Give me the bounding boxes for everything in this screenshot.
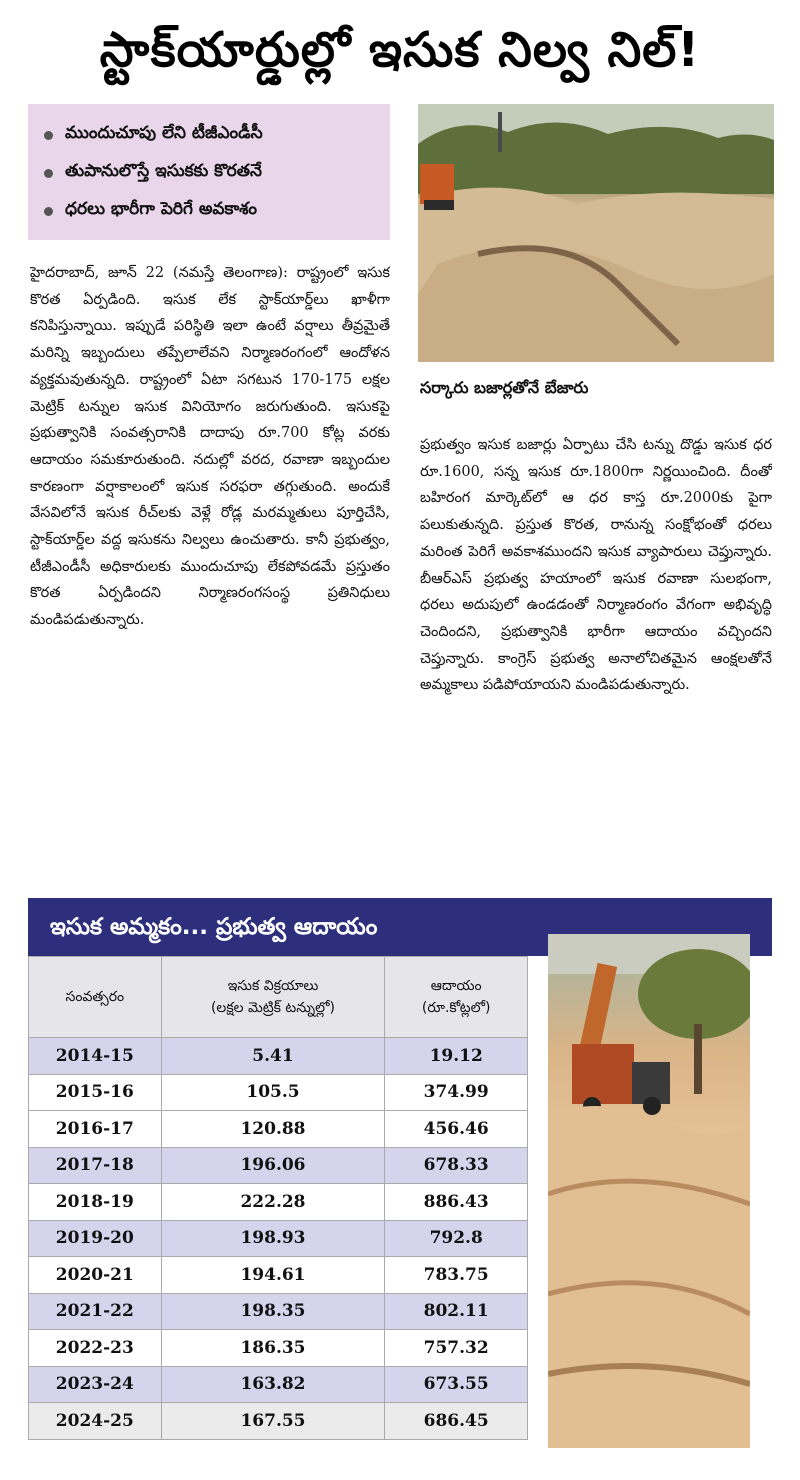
table-row: 2024-25 167.55 686.45 [29,1403,528,1440]
header-sales: ఇసుక విక్రయాలు (లక్షల మెట్రిక్ టన్నుల్లో) [161,957,385,1038]
highlight-item [44,116,374,154]
subheading: సర్కారు బజార్లతోనే బేజారు [420,378,589,397]
highlight-item [44,154,374,192]
table-row: 2020-21 194.61 783.75 [29,1257,528,1294]
sand-yard-illustration [418,104,774,362]
table-title-banner: ఇసుక అమ్మకం... ప్రభుత్వ ఆదాయం [28,898,772,956]
table-header-row [29,957,528,1038]
highlight-text: ధరలు భారీగా పెరిగే అవకాశం [65,199,258,219]
table-row: 2023-24 163.82 673.55 [29,1366,528,1403]
article-left-column: హైదరాబాద్, జూన్ 22 (నమస్తే తెలంగాణ): రాష్ట్రంలో ఇసుక కొరత ఏర్పడింది. ఇసుక లేక స్టాక్‌యార్డ్‌లు ఖాళీగా కనిపిస్తున్నాయి. ఇప్పుడే పరిస్థితి ఇలా ఉంటే వర్షాలు తీవ్రమైతే మరిన్ని ఇబ్బందులు తప్పేలాలేవని నిర్మాణరంగంలో ఆందోళన వ్యక్తమవుతున్నది. రాష్ట్రంలో ఏటా సగటున 170-175 లక్షల మెట్రిక్ టన్నుల ఇసుక వినియోగం జరుగుతుంది. ఇసుకపై ప్రభుత్వానికి సంవత్సరానికి దాదాపు రూ.700 కోట్ల వరకు ఆదాయం సమకూరుతుంది. నదుల్లో వరద, రవాణా ఇబ్బందుల కారణంగా వర్షాకాలంలో ఇసుక సరఫరా తగ్గుతుంది. అందుకే వేసవిలోనే ఇసుక రీచ్‌లకు వెళ్లే రోడ్ల మరమ్మతులు పూర్తిచేసి, స్టాక్‌యార్డ్‌ల వద్ద ఇసుకను నిల్వలు ఉంచుతారు. కానీ ప్రభుత్వం, టీజీఎండీసీ అధికారులకు ముందుచూపు లేకపోవడమే ప్రస్తుతం కొరత ఏర్పడిందని నిర్మాణరంగసంస్థ ప్రతినిధులు మండిపడుతున్నారు. [30,265,390,629]
sand-truck-illustration [548,934,750,1448]
table-row: 2019-20 198.93 792.8 [29,1220,528,1257]
header-revenue: ఆదాయం (రూ.కోట్లలో) [385,957,528,1038]
header-year: సంవత్సరం [29,957,162,1038]
highlight-text: ముందుచూపు లేని టీజీఎండీసీ [65,123,263,143]
bullet-icon [44,169,53,178]
highlight-text: తుపానులొస్తే ఇసుకకు కొరతనే [65,161,262,181]
sand-yard-photo [418,104,774,362]
highlight-item [44,192,374,230]
highlights-box [28,104,390,240]
table-row: 2014-15 5.41 19.12 [29,1038,528,1075]
table-row: 2016-17 120.88 456.46 [29,1111,528,1148]
table-row: 2017-18 196.06 678.33 [29,1147,528,1184]
bullet-icon [44,131,53,140]
article-right-column: ప్రభుత్వం ఇసుక బజార్లు ఏర్పాటు చేసి టన్ను దొడ్డు ఇసుక ధర రూ.1600, సన్న ఇసుక రూ.1800గా నిర్ణయించింది. దీంతో బహిరంగ మార్కెట్‌లో ఆ ధర కాస్త రూ.2000కు పైగా పలుకుతున్నది. ప్రస్తుత కొరత, రానున్న సంక్షోభంతో ధరలు మరింత పెరిగే అవకాశముందని ఇసుక వ్యాపారులు చెప్తున్నారు. బీఆర్‌ఎస్ ప్రభుత్వ హయాంలో ఇసుక రవాణా సులభంగా, ధరలు అదుపులో ఉండడంతో నిర్మాణరంగం వేగంగా అభివృద్ధి చెందిందని, ప్రభుత్వానికి భారీగా ఆదాయం వచ్చిందని చెప్తున్నారు. కాంగ్రెస్ ప్రభుత్వ అనాలోచితమైన ఆంక్షలతోనే అమ్మకాలు పడిపోయాయని మండిపడుతున్నారు. [420,437,772,694]
headline: స్టాక్‌యార్డుల్లో ఇసుక నిల్వ నిల్! [99,22,701,78]
table-row: 2021-22 198.35 802.11 [29,1293,528,1330]
table-row: 2015-16 105.5 374.99 [29,1074,528,1111]
bullet-icon [44,207,53,216]
sand-sales-table [28,956,528,1440]
table-row: 2022-23 186.35 757.32 [29,1330,528,1367]
table-row: 2018-19 222.28 886.43 [29,1184,528,1221]
sand-truck-photo [548,934,750,1448]
